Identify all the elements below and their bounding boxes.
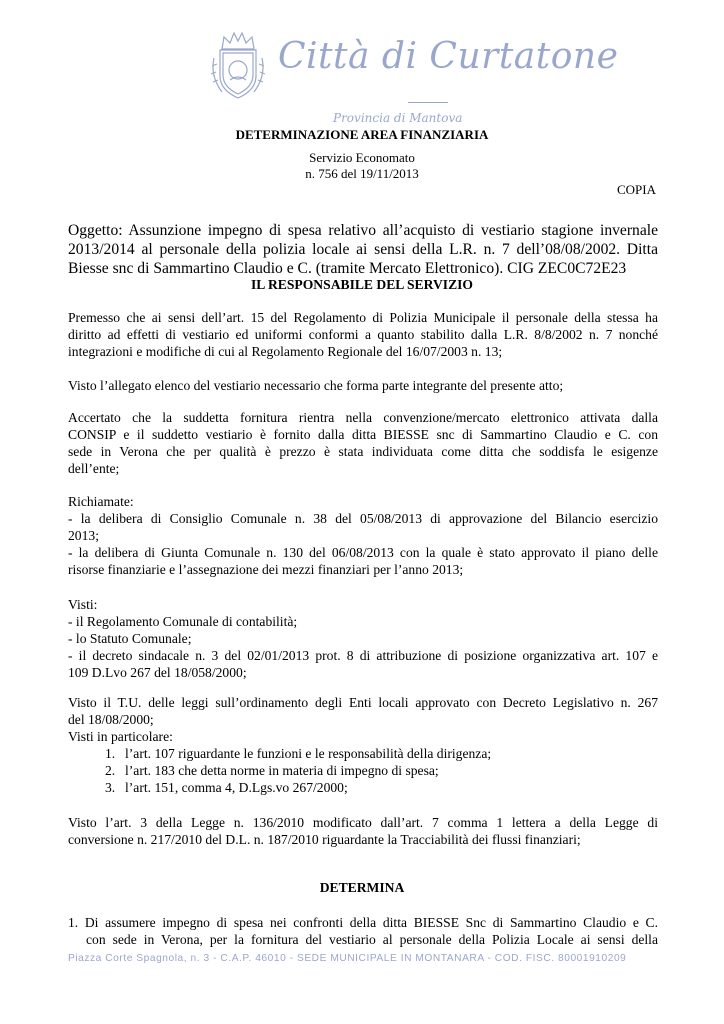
city-name: Città di Curtatone (278, 36, 619, 77)
visto-tu-paragraph (68, 694, 658, 796)
paragraph-line: Visto l’art. 3 della Legge n. 136/2010 modificato dall’art. 7 comma 1 lettera a della Legge di (68, 815, 658, 830)
paragraph-line: risorse finanziarie e l’assegnazione dei mezzi finanziari per l’anno 2013; (68, 562, 464, 577)
city-crest-logo (208, 28, 268, 102)
paragraph-line: Visti in particolare: (68, 729, 173, 744)
visti-paragraph (68, 596, 658, 681)
document-title: DETERMINAZIONE AREA FINANZIARIA (235, 127, 489, 142)
responsible-heading: IL RESPONSABILE DEL SERVIZIO (250, 277, 473, 292)
paragraph-line: - lo Statuto Comunale; (68, 631, 192, 646)
paragraph-line: conversione n. 217/2010 del D.L. n. 187/2010 riguardante la Tracciabilità dei flussi finanziari; (68, 832, 581, 847)
paragraph-line: - la delibera di Consiglio Comunale n. 38 del 05/08/2013 di approvazione del Bilancio esercizio (68, 511, 658, 526)
paragraph-line: diritto ad effetti di vestiario ed uniformi conformi a quanto stabilito dalla L.R. 8/8/2002 n. 7 nonché (68, 327, 658, 342)
particolare-list (68, 745, 658, 796)
paragraph-line: dell’ente; (68, 461, 120, 476)
paragraph-line: 109 D.Lvo 267 del 18/058/2000; (68, 665, 247, 680)
paragraph-line: Visti: (68, 597, 98, 612)
paragraph-line: CONSIP e il suddetto vestiario è fornito dalla ditta BIESSE snc di Sammartino Claudio e C. con (68, 427, 658, 442)
footer-address: Piazza Corte Spagnola, n. 3 - C.A.P. 46010 - SEDE MUNICIPALE IN MONTANARA - COD. FISC. 80001910209 (68, 953, 627, 964)
list-item-text: l’art. 107 riguardante le funzioni e le responsabilità della dirigenza; (125, 746, 492, 761)
document-number-date: n. 756 del 19/11/2013 (305, 166, 419, 181)
richiamate-paragraph (68, 493, 658, 578)
paragraph-line: Premesso che ai sensi dell’art. 15 del Regolamento di Polizia Municipale il personale della stessa ha (68, 310, 658, 325)
subject-paragraph (68, 221, 658, 278)
determina-item-1 (68, 914, 658, 948)
paragraph-line: Visto l’allegato elenco del vestiario necessario che forma parte integrante del presente atto; (68, 378, 564, 393)
paragraph-line: Richiamate: (68, 494, 134, 509)
determina-heading: DETERMINA (319, 880, 405, 895)
paragraph-line: - il decreto sindacale n. 3 del 02/01/2013 prot. 8 di attribuzione di posizione organizzativa art. 107 e (68, 648, 658, 663)
accertato-paragraph (68, 409, 658, 477)
subject-line: 2013/2014 al personale della polizia locale ai sensi della L.R. n. 7 dell’08/08/2002. Ditta (68, 241, 658, 258)
subject-line: Oggetto: Assunzione impegno di spesa relativo all’acquisto di vestiario stagione invernale (68, 222, 658, 239)
paragraph-line: - il Regolamento Comunale di contabilità; (68, 614, 298, 629)
list-item-number: 3. (105, 780, 116, 795)
letterhead (208, 28, 619, 125)
paragraph-line: integrazioni e modifiche di cui al Regolamento Regionale del 16/07/2003 n. 13; (68, 344, 503, 359)
paragraph-line: Visto il T.U. delle leggi sull’ordinamento degli Enti locali approvato con Decreto Legislativo n. 267 (68, 695, 658, 710)
paragraph-line: del 18/08/2000; (68, 712, 154, 727)
list-item (68, 745, 658, 762)
visto-allegato-paragraph (68, 377, 658, 394)
list-item-text: l’art. 151, comma 4, D.Lgs.vo 267/2000; (125, 780, 348, 795)
paragraph-line: 2013; (68, 528, 99, 543)
paragraph-line: sede in Verona che per qualità è prezzo è stata individuata come ditta che soddisfa le esigenze (68, 444, 658, 459)
paragraph-line: 1. Di assumere impegno di spesa nei confronti della ditta BIESSE Snc di Sammartino Claudio e C. (68, 915, 658, 930)
copy-label: COPIA (616, 182, 656, 197)
list-item-text: l’art. 183 che detta norme in materia di impegno di spesa; (125, 763, 439, 778)
list-item (68, 779, 658, 796)
province-name: Provincia di Mantova (333, 111, 463, 125)
paragraph-line: - la delibera di Giunta Comunale n. 130 del 06/08/2013 con la quale è stato approvato il piano delle (68, 545, 658, 560)
subject-line: Biesse snc di Sammartino Claudio e C. (tramite Mercato Elettronico). CIG ZEC0C72E23 (68, 260, 627, 277)
list-item-number: 1. (105, 746, 116, 761)
paragraph-line: Accertato che la suddetta fornitura rientra nella convenzione/mercato elettronico attivata dalla (68, 410, 658, 425)
visto-legge-paragraph (68, 814, 658, 848)
letterhead-divider (408, 102, 448, 103)
list-item-number: 2. (105, 763, 116, 778)
premesso-paragraph (68, 309, 658, 360)
service-name: Servizio Economato (309, 150, 415, 165)
list-item (68, 762, 658, 779)
paragraph-line: con sede in Verona, per la fornitura del vestiario al personale della Polizia Locale ai sensi della (86, 932, 658, 947)
